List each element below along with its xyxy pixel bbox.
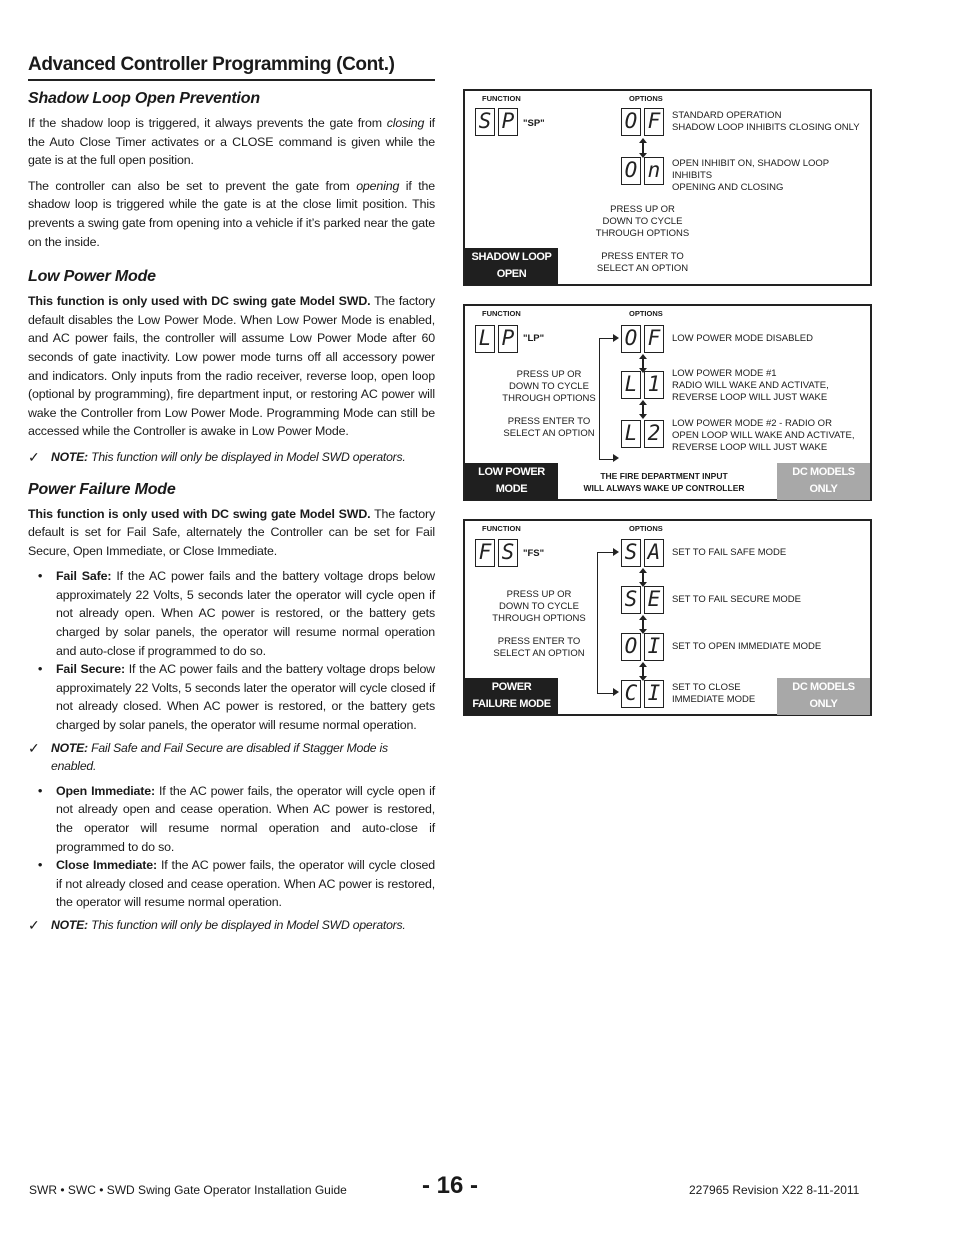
- display-digit: F: [644, 325, 664, 353]
- low-power-diagram: [463, 304, 872, 501]
- shadow-paragraph-1: If the shadow loop is triggered, it always prevents the gate from closing if the Auto Close Timer activates or a CLOSE command is given while the gate is at the full open position.: [28, 116, 435, 168]
- page-title: Advanced Controller Programming (Cont.): [28, 54, 435, 81]
- display-digit: 2: [644, 420, 664, 448]
- display-digit: O: [621, 633, 641, 661]
- option-text: LOW POWER MODE #1 RADIO WILL WAKE AND ACTIVATE, REVERSE LOOP WILL JUST WAKE: [672, 368, 829, 403]
- powerfail-heading: Power Failure Mode: [28, 480, 176, 498]
- up-down-arrow-icon: [642, 358, 644, 369]
- function-code: "SP": [523, 118, 545, 129]
- function-label: FUNCTION: [482, 309, 521, 318]
- checkmark-icon: ✓: [28, 739, 40, 756]
- up-down-arrow-icon: [642, 619, 644, 630]
- dc-models-label: DC MODELS ONLY: [777, 463, 870, 500]
- text-column: [28, 90, 435, 949]
- function-code: "FS": [523, 548, 545, 559]
- press-cycle-text: PRESS UP OR DOWN TO CYCLE THROUGH OPTIONS: [595, 204, 690, 239]
- powerfail-note-1: ✓ NOTE: Fail Safe and Fail Secure are disabled if Stagger Mode is enabled.: [28, 739, 435, 776]
- powerfail-list-1: [28, 567, 435, 734]
- function-label: FUNCTION: [482, 524, 521, 533]
- display-digit: S: [621, 539, 641, 567]
- display-digit: n: [644, 157, 664, 185]
- shadow-loop-label: SHADOW LOOP OPEN PREVENTION: [465, 248, 558, 285]
- display-digit: O: [621, 108, 641, 136]
- page-number: - 16 -: [422, 1172, 479, 1199]
- press-enter-text: PRESS ENTER TO SELECT AN OPTION: [503, 416, 595, 439]
- display-digit: F: [644, 108, 664, 136]
- display-digit: A: [644, 539, 664, 567]
- option-text: STANDARD OPERATION SHADOW LOOP INHIBITS CLOSING ONLY: [672, 110, 860, 133]
- press-enter-text: PRESS ENTER TO SELECT AN OPTION: [596, 251, 689, 274]
- powerfail-paragraph: This function is only used with DC swing gate Model SWD. The factory default is set for Fail Safe, alternately the Controller can be set for Fail Secure, Open Immediate, or Close Immediate.: [28, 506, 435, 558]
- display-digit: O: [621, 325, 641, 353]
- display-digit: S: [498, 539, 518, 567]
- arrow-right-icon: [613, 688, 619, 696]
- display-digit: C: [621, 680, 641, 708]
- powerfail-note-2: ✓ NOTE: This function will only be displayed in Model SWD operators.: [28, 916, 406, 933]
- arrow-right-icon: [613, 334, 619, 342]
- checkmark-icon: ✓: [28, 916, 40, 933]
- display-digit: E: [644, 586, 664, 614]
- list-item-fail-secure: • Fail Secure: If the AC power fails and the battery voltage drops below approximately 22 Volts, 5 seconds later the operator will cycle closed if not already closed. When AC power is restored, or the battery gets charged by solar panels, the operator will resume normal operation.: [28, 660, 435, 734]
- bracket-line: [597, 552, 614, 694]
- display-digit: L: [621, 371, 641, 399]
- display-digit: L: [621, 420, 641, 448]
- low-power-label: LOW POWER MODE: [465, 463, 558, 500]
- shadow-loop-diagram: [463, 89, 872, 297]
- list-item-close-immediate: • Close Immediate: If the AC power fails, the operator will cycle closed if not already closed and cease operation. When AC power is restored, the operator will resume normal operation.: [28, 856, 435, 912]
- option-text: SET TO CLOSE IMMEDIATE MODE: [672, 682, 756, 705]
- display-digit: I: [644, 680, 664, 708]
- option-text: OPEN INHIBIT ON, SHADOW LOOP INHIBITS OPENING AND CLOSING: [672, 158, 829, 193]
- option-text: SET TO FAIL SECURE MODE: [672, 594, 801, 605]
- dc-models-label: DC MODELS ONLY: [777, 678, 870, 715]
- display-digit: F: [475, 539, 495, 567]
- option-text: SET TO OPEN IMMEDIATE MODE: [672, 641, 822, 652]
- fire-dept-note: THE FIRE DEPARTMENT INPUT WILL ALWAYS WAKE UP CONTROLLER: [583, 471, 745, 493]
- up-down-arrow-icon: [642, 666, 644, 677]
- arrow-right-icon: [613, 454, 619, 462]
- display-digit: I: [644, 633, 664, 661]
- display-digit: L: [475, 325, 495, 353]
- display-digit: 1: [644, 371, 664, 399]
- display-digit: O: [621, 157, 641, 185]
- press-enter-text: PRESS ENTER TO SELECT AN OPTION: [493, 636, 585, 659]
- option-text: LOW POWER MODE #2 - RADIO OR OPEN LOOP WILL WAKE AND ACTIVATE, REVERSE LOOP WILL JUST WAKE: [672, 418, 855, 453]
- up-down-arrow-icon: [642, 404, 644, 415]
- lowpower-note: ✓ NOTE: This function will only be displayed in Model SWD operators.: [28, 448, 406, 465]
- up-down-arrow-icon: [642, 142, 644, 154]
- up-down-arrow-icon: [642, 572, 644, 583]
- options-label: OPTIONS: [629, 524, 663, 533]
- checkmark-icon: ✓: [28, 448, 40, 465]
- function-label: FUNCTION: [482, 94, 521, 103]
- display-digit: P: [498, 325, 518, 353]
- power-failure-diagram: [463, 519, 872, 716]
- list-item-fail-safe: • Fail Safe: If the AC power fails and the battery voltage drops below approximately 22 Volts, 5 seconds later the operator will cycle open if not already open. When AC power is restored, or the battery gets charged by solar panels, the operator will resume normal operation and auto-close if programmed to do so.: [28, 567, 435, 660]
- powerfail-list-2: [28, 782, 435, 912]
- press-cycle-text: PRESS UP OR DOWN TO CYCLE THROUGH OPTIONS: [502, 369, 596, 404]
- options-label: OPTIONS: [629, 309, 663, 318]
- display-digit: P: [498, 108, 518, 136]
- display-digit: S: [475, 108, 495, 136]
- display-digit: S: [621, 586, 641, 614]
- lowpower-heading: Low Power Mode: [28, 268, 156, 286]
- shadow-heading: Shadow Loop Open Prevention: [28, 90, 260, 107]
- footer-left: SWR • SWC • SWD Swing Gate Operator Installation Guide: [29, 1183, 347, 1197]
- shadow-paragraph-2: The controller can also be set to prevent the gate from opening if the shadow loop is triggered while the gate is at the close limit position. This prevents a swing gate from opening into a vehicle if it’s parked near the gate on the inside.: [28, 178, 435, 249]
- footer-right: 227965 Revision X22 8-11-2011: [689, 1183, 860, 1197]
- function-code: "LP": [523, 333, 545, 344]
- power-failure-label: POWER FAILURE MODE: [465, 678, 558, 715]
- option-text: LOW POWER MODE DISABLED: [672, 333, 813, 344]
- arrow-right-icon: [613, 548, 619, 556]
- lowpower-paragraph: This function is only used with DC swing gate Model SWD. The factory default disables the Low Power Mode. When Low Power Mode is enabled, and AC power fails, the controller will assume Low Power Mode after 60 seconds of gate inactivity. Low power mode turns off all accessory power and indicators. Only inputs from the radio receiver, reverse loop, open loop (optional by programming), fire department input, or restoring AC power will wake the Controller from Low Power Mode. Programming Mode can still be accessed while the Controller is awake in Low Power Mode.: [28, 294, 435, 439]
- list-item-open-immediate: • Open Immediate: If the AC power fails, the operator will cycle open if not already open and cease operation. When AC power is restored, the operator will resume normal operation and auto-close if programmed to do so.: [28, 782, 435, 856]
- option-text: SET TO FAIL SAFE MODE: [672, 547, 787, 558]
- press-cycle-text: PRESS UP OR DOWN TO CYCLE THROUGH OPTIONS: [492, 589, 586, 624]
- options-label: OPTIONS: [629, 94, 663, 103]
